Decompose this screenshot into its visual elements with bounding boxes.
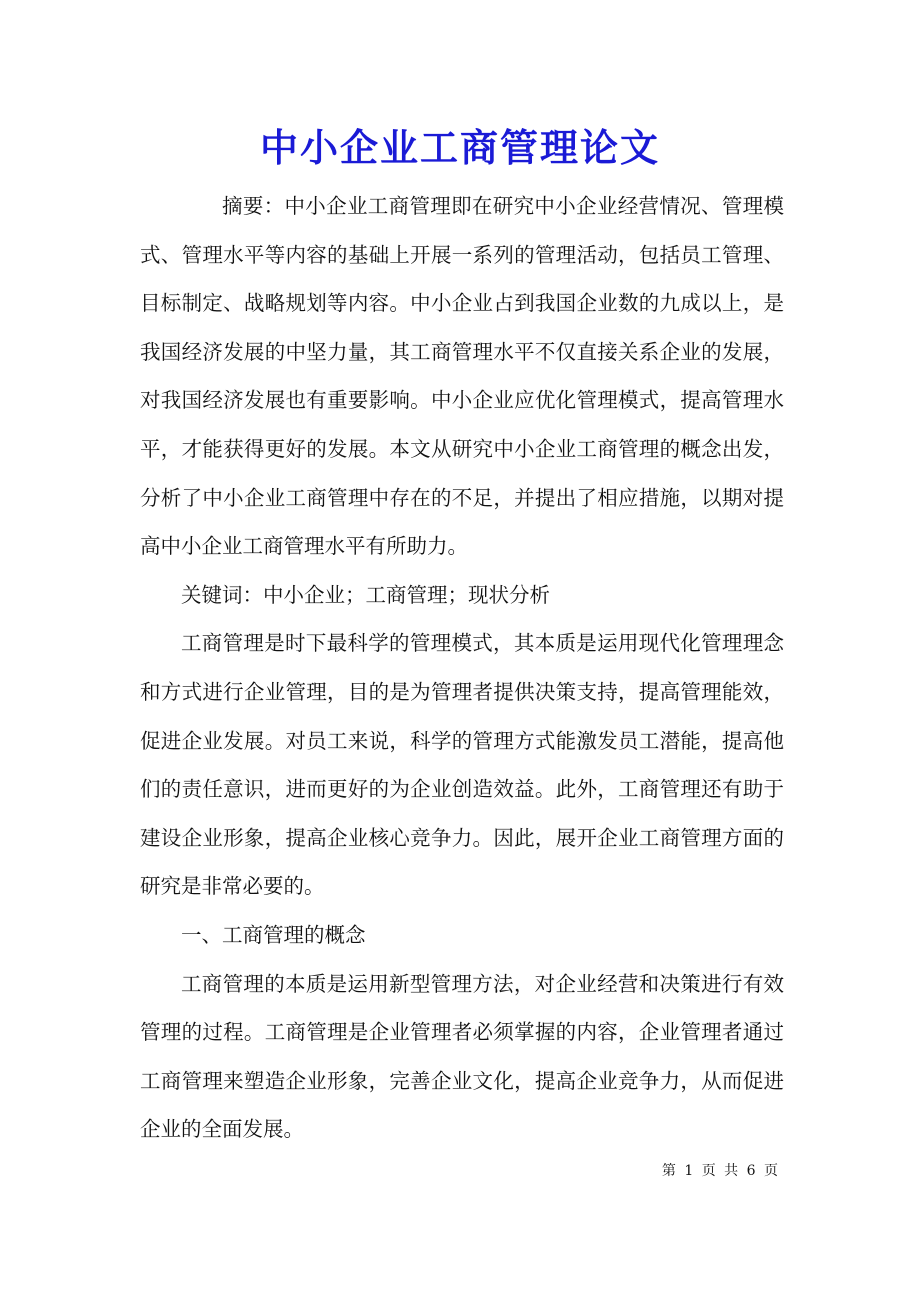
page-title: 中小企业工商管理论文 <box>259 125 660 170</box>
page-number: 第 1 页 共 6 页 <box>661 1163 780 1179</box>
abstract-paragraph: 摘要：中小企业工商管理即在研究中小企业经营情况、管理模式、管理水平等内容的基础上开展一系列的管理活动，包括员工管理、目标制定、战略规划等内容。中小企业占到我国企业数的九成以上，是我国经济发展的中坚力量，其工商管理水平不仅直接关系企业的发展，对我国经济发展也有重要影响。中小企业应优化管理模式，提高管理水平，才能获得更好的发展。本文从研究中小企业工商管理的概念出发，分析了中小企业工商管理中存在的不足，并提出了相应措施，以期对提高中小企业工商管理水平有所助力。 <box>140 194 784 559</box>
section-paragraph: 工商管理的本质是运用新型管理方法，对企业经营和决策进行有效管理的过程。工商管理是企业管理者必须掌握的内容，企业管理者通过工商管理来塑造企业形象，完善企业文化，提高企业竞争力，从而促进企业的全面发展。 <box>140 971 784 1142</box>
keywords-paragraph: 关键词：中小企业；工商管理；现状分析 <box>181 582 550 607</box>
document-body <box>140 182 784 1154</box>
intro-paragraph: 工商管理是时下最科学的管理模式，其本质是运用现代化管理理念和方式进行企业管理，目的是为管理者提供决策支持，提高管理能效，促进企业发展。对员工来说，科学的管理方式能激发员工潜能，提高他们的责任意识，进而更好的为企业创造效益。此外，工商管理还有助于建设企业形象，提高企业核心竞争力。因此，展开企业工商管理方面的研究是非常必要的。 <box>140 631 784 899</box>
section-heading: 一、工商管理的概念 <box>181 922 366 947</box>
